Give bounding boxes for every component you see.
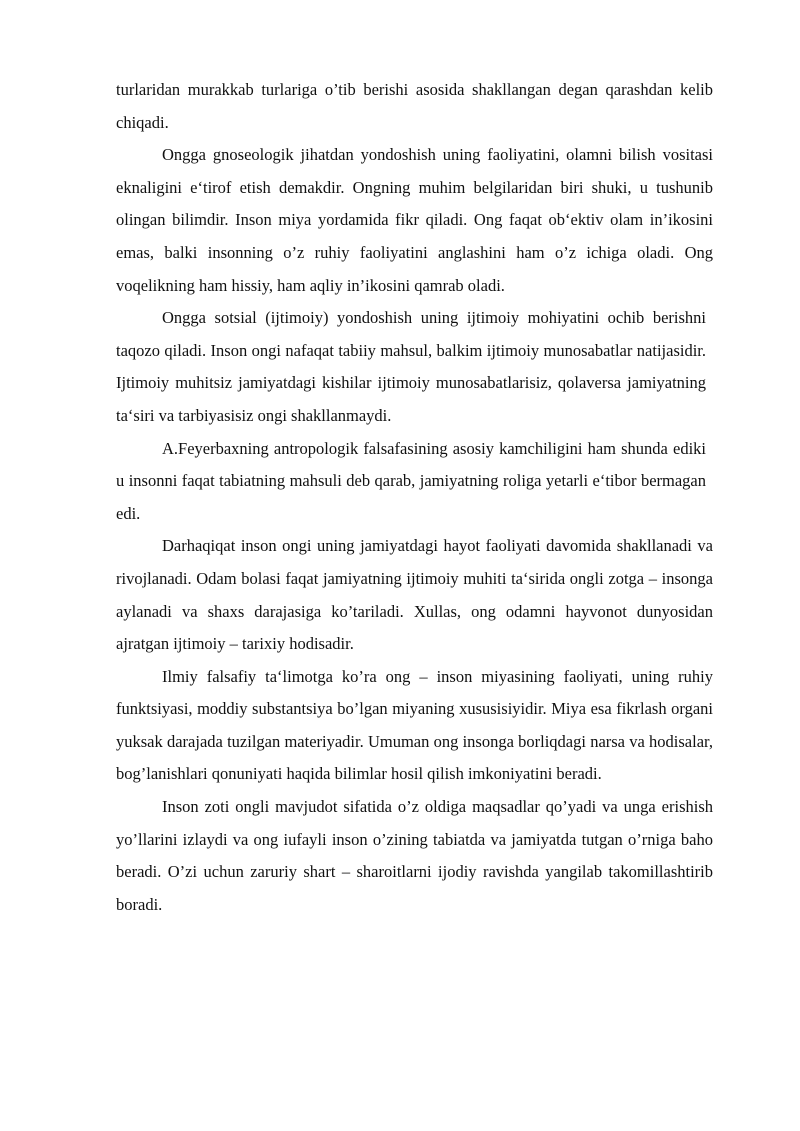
paragraph-4: A.Feyerbaxning antropologik falsafasining asosiy kamchiligini ham shunda ediki u insonni faqat tabiatning mahsuli deb qarab, jamiyatning roliga yetarli e‘tibor bermagan edi. — [116, 438, 706, 523]
paragraph-1: turlaridan murakkab turlariga o’tib berishi asosida shakllangan degan qarashdan kelib chiqadi. — [116, 80, 713, 132]
paragraph-7: Inson zoti ongli mavjudot sifatida o’z oldiga maqsadlar qo’yadi va unga erishish yo’llarini izlaydi va ong iufayli inson o’zining tabiatda va jamiyatda tutgan o’rniga baho beradi. O’zi uchun zaruriy shart – sharoitlarni ijodiy ravishda yangilab takomillashtirib boradi. — [116, 797, 713, 914]
paragraph-6: Ilmiy falsafiy ta‘limotga ko’ra ong – inson miyasining faoliyati, uning ruhiy funktsiyasi, moddiy substantsiya bo’lgan miyaning xususisiyidir. Miya esa fikrlash organi yuksak darajada tuzilgan materiyadir. Umuman ong insonga borliqdagi narsa va hodisalar, bog’lanishlari qonuniyati haqida bilimlar hosil qilish imkoniyatini beradi. — [116, 666, 713, 784]
paragraph-3: Ongga sotsial (ijtimoiy) yondoshish uning ijtimoiy mohiyatini ochib berishni taqozo qiladi. Inson ongi nafaqat tabiiy mahsul, balkim ijtimoiy munosabatlar natijasidir. Ijtimoiy muhitsiz jamiyatdagi kishilar ijtimoiy munosabatlarisiz, qolaversa jamiyatning ta‘siri va tarbiyasisiz ongi shakllanmaydi. — [116, 308, 706, 425]
document-page — [116, 74, 713, 921]
paragraph-2: Ongga gnoseologik jihatdan yondoshish uning faoliyatini, olamni bilish vositasi eknaligini e‘tirof etish demakdir. Ongning muhim belgilaridan biri shuki, u tushunib olingan bilimdir. Inson miya yordamida fikr qiladi. Ong faqat ob‘ektiv olam in’ikosini emas, balki insonning o’z ruhiy faoliyatini anglashini ham o’z ichiga oladi. Ong voqelikning ham hissiy, ham aqliy in’ikosini qamrab oladi. — [116, 145, 713, 295]
paragraph-5: Darhaqiqat inson ongi uning jamiyatdagi hayot faoliyati davomida shakllanadi va rivojlanadi. Odam bolasi faqat jamiyatning ijtimoiy muhiti ta‘sirida ongli zotga – insonga aylanadi va shaxs darajasiga ko’tariladi. Xullas, ong odamni hayvonot dunyosidan ajratgan ijtimoiy – tarixiy hodisadir. — [116, 536, 713, 654]
